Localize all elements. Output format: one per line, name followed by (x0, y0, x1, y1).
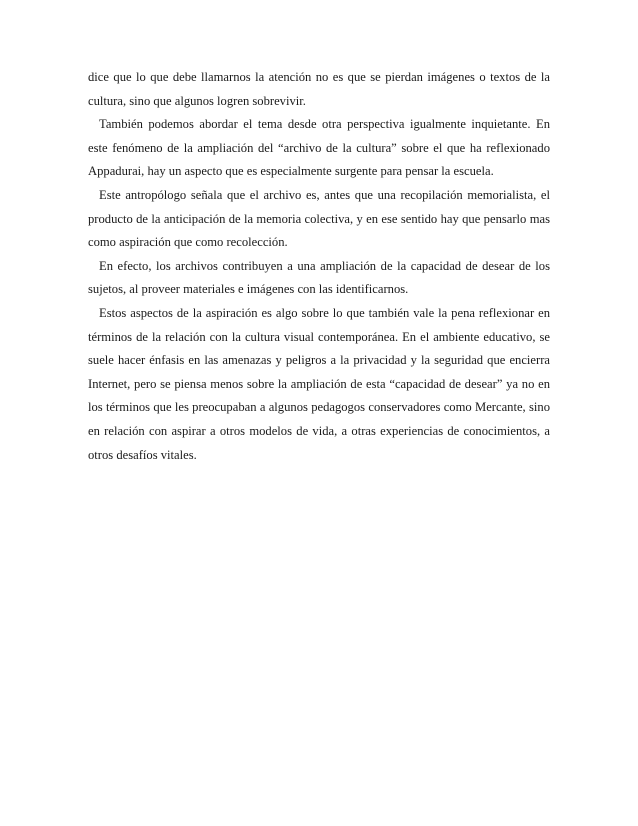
text-line: cultura, sino que algunos logren sobrevivir. (88, 93, 306, 108)
text-line: suele hacer énfasis en las amenazas y peligros a la privacidad y la seguridad que encierra (88, 353, 550, 368)
text-line: Internet, pero se piensa menos sobre la ampliación de esta “capacidad de desear” ya no en (88, 376, 550, 391)
text-line: sujetos, al proveer materiales e imágenes con las identificarnos. (88, 282, 409, 297)
text-line: como aspiración que como recolección. (88, 235, 288, 250)
paragraph-first-line: Este antropólogo señala que el archivo es, antes que una recopilación memorialista, el (99, 187, 550, 202)
paragraph-first-line: Estos aspectos de la aspiración es algo sobre lo que también vale la pena reflexionar en (99, 305, 550, 320)
text-line: en relación con aspirar a otros modelos de vida, a otras experiencias de conocimientos, a (88, 423, 550, 438)
paragraph-first-line: En efecto, los archivos contribuyen a una ampliación de la capacidad de desear de los (99, 258, 550, 273)
text-line: producto de la anticipación de la memoria colectiva, y en ese sentido hay que pensarlo mas (88, 211, 550, 226)
text-line: dice que lo que debe llamarnos la atención no es que se pierdan imágenes o textos de la (88, 70, 550, 84)
paragraph-first-line: También podemos abordar el tema desde otra perspectiva igualmente inquietante. En (99, 117, 550, 132)
text-line: los términos que les preocupaban a algunos pedagogos conservadores como Mercante, sino (88, 400, 550, 415)
text-line: otros desafíos vitales. (88, 447, 197, 462)
body-text (88, 66, 550, 467)
text-line: Appadurai, hay un aspecto que es especialmente surgente para pensar la escuela. (88, 164, 494, 179)
text-line: este fenómeno de la ampliación del “archivo de la cultura” sobre el que ha reflexionado (88, 140, 550, 155)
text-line: términos de la relación con la cultura visual contemporánea. En el ambiente educativo, se (88, 329, 550, 344)
